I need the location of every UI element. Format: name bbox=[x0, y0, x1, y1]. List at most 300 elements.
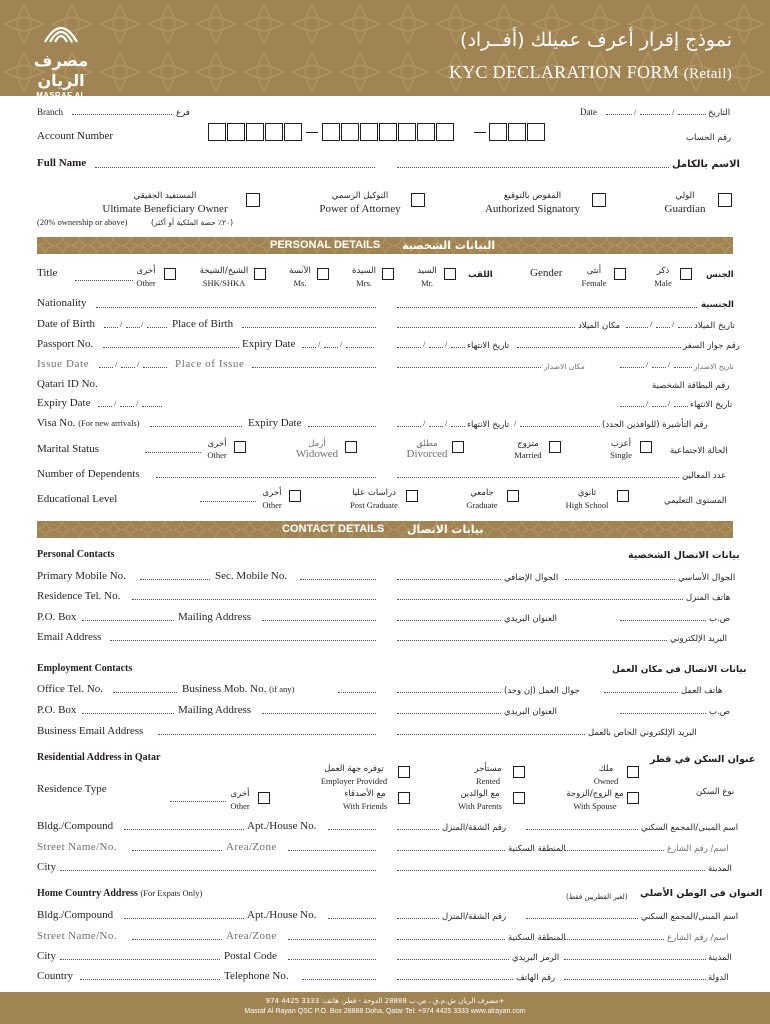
poa-label-ar: التوكيل الرسمي bbox=[331, 191, 389, 201]
email-label-ar: البريد الإلكتروني bbox=[670, 634, 728, 644]
account-digit-box[interactable] bbox=[265, 123, 283, 141]
residential-address-heading-ar: عنوان السكن في قطر bbox=[650, 754, 756, 765]
married-checkbox[interactable] bbox=[549, 441, 561, 453]
gender-male-label: Male bbox=[654, 278, 672, 288]
residence-type-label: Residence Type bbox=[37, 783, 107, 795]
contact-details-title-ar: بيانات الاتصال bbox=[407, 523, 484, 536]
home-bldg-label-ar: اسم المبنى/المجمع السكني bbox=[641, 912, 739, 922]
passport-expiry-ar-day-field[interactable] bbox=[451, 347, 465, 348]
issue-month-field[interactable] bbox=[121, 367, 135, 368]
single-checkbox[interactable] bbox=[640, 441, 652, 453]
dependents-label-ar: عدد المعالين bbox=[682, 471, 727, 481]
nationality-field-ar[interactable] bbox=[397, 307, 697, 308]
full-name-field[interactable] bbox=[95, 167, 375, 168]
employer-provided-checkbox[interactable] bbox=[398, 766, 410, 778]
bldg-field-ar[interactable] bbox=[526, 829, 638, 830]
dependents-field[interactable] bbox=[156, 477, 376, 478]
title-mrs-label: Mrs. bbox=[356, 278, 372, 288]
business-email-field[interactable] bbox=[158, 734, 376, 735]
emp-pobox-field[interactable] bbox=[82, 713, 174, 714]
home-apt-field-ar[interactable] bbox=[397, 918, 439, 919]
city-label-ar: المدينة bbox=[708, 864, 732, 874]
owned-checkbox[interactable] bbox=[627, 766, 639, 778]
home-city-field-ar[interactable] bbox=[564, 959, 706, 960]
account-digit-box[interactable] bbox=[436, 123, 454, 141]
single-label: Single bbox=[610, 450, 632, 460]
date-label: Date bbox=[580, 107, 597, 117]
home-bldg-field[interactable] bbox=[124, 918, 244, 919]
divorced-label-ar: مطلق bbox=[416, 439, 438, 449]
nationality-label: Nationality bbox=[37, 297, 87, 309]
home-area-label: Area/Zone bbox=[226, 930, 277, 942]
logo-emblem-icon bbox=[41, 20, 81, 44]
widowed-label-ar: أرمل bbox=[308, 439, 326, 449]
country-label-ar: الدولة bbox=[708, 973, 729, 983]
pob-label: Place of Birth bbox=[172, 318, 234, 330]
rented-checkbox[interactable] bbox=[513, 766, 525, 778]
residence-other-label-ar: أخرى bbox=[230, 789, 250, 799]
poi-field[interactable] bbox=[252, 367, 376, 368]
contact-details-title: CONTACT DETAILS bbox=[282, 523, 385, 535]
date-month-field[interactable] bbox=[640, 114, 670, 115]
with-friends-label-ar: مع الأصدقاء bbox=[344, 789, 386, 799]
postal-code-field[interactable] bbox=[288, 959, 376, 960]
city-label: City bbox=[37, 861, 56, 873]
office-tel-label-ar: هاتف العمل bbox=[681, 686, 723, 696]
qid-expiry-ar-month-field[interactable] bbox=[652, 406, 666, 407]
widowed-label: Widowed bbox=[295, 448, 339, 460]
ubo-label-ar: المستفيد الحقيقي bbox=[133, 191, 197, 201]
home-area-field-ar[interactable] bbox=[397, 939, 505, 940]
telephone-label-ar: رقم الهاتف bbox=[516, 973, 556, 983]
business-mobile-label bbox=[182, 682, 294, 696]
passport-expiry-ar-year-field[interactable] bbox=[397, 347, 421, 348]
guardian-checkbox[interactable] bbox=[718, 193, 732, 207]
poi-label: Place of Issue bbox=[175, 358, 245, 370]
rented-label: Rented bbox=[475, 776, 501, 786]
emp-mailing-label: Mailing Address bbox=[178, 704, 252, 716]
sec-mobile-label: Sec. Mobile No. bbox=[215, 570, 288, 582]
title-mrs-checkbox[interactable] bbox=[382, 268, 394, 280]
qid-expiry-label-ar: تاريخ الانتهاء bbox=[690, 400, 733, 410]
business-mobile-field[interactable] bbox=[338, 692, 376, 693]
account-digit-box[interactable] bbox=[322, 123, 340, 141]
account-digit-box[interactable] bbox=[246, 123, 264, 141]
branch-label: Branch bbox=[37, 107, 63, 117]
bldg-field[interactable] bbox=[124, 829, 244, 830]
home-city-label-ar: المدينة bbox=[708, 953, 732, 963]
divorced-label: Divorced bbox=[406, 448, 448, 460]
account-separator bbox=[306, 132, 318, 133]
marital-other-label-ar: أخرى bbox=[207, 439, 227, 449]
postgraduate-label-ar: دراسات عليا bbox=[352, 488, 396, 498]
home-apt-label: Apt./House No. bbox=[247, 909, 317, 921]
telephone-field[interactable] bbox=[302, 979, 376, 980]
area-label: Area/Zone bbox=[226, 841, 277, 853]
pobox-field-ar[interactable] bbox=[620, 620, 706, 621]
passport-label: Passport No. bbox=[37, 338, 94, 350]
residence-type-label-ar: نوع السكن bbox=[696, 787, 735, 797]
account-digit-box[interactable] bbox=[341, 123, 359, 141]
visa-expiry-label-ar: تاريخ الانتهاء bbox=[467, 420, 510, 430]
postgraduate-checkbox[interactable] bbox=[406, 490, 418, 502]
residence-tel-field[interactable] bbox=[132, 599, 376, 600]
home-bldg-label: Bldg./Compound bbox=[37, 909, 114, 921]
home-street-label: Street Name/No. bbox=[37, 930, 117, 942]
qid-expiry-day-field[interactable] bbox=[98, 406, 112, 407]
passport-expiry-year-field[interactable] bbox=[346, 347, 374, 348]
dob-label-ar: تاريخ الميلاد bbox=[694, 321, 735, 331]
signatory-label: Authorized Signatory bbox=[484, 203, 580, 215]
passport-field-ar[interactable] bbox=[517, 347, 681, 348]
passport-expiry-month-field[interactable] bbox=[324, 347, 338, 348]
title-other-label: Other bbox=[136, 278, 156, 288]
marital-other-checkbox[interactable] bbox=[234, 441, 246, 453]
owned-label: Owned bbox=[593, 776, 619, 786]
with-spouse-checkbox[interactable] bbox=[627, 792, 639, 804]
street-field[interactable] bbox=[132, 850, 222, 851]
gender-label-ar: الجنس bbox=[706, 270, 734, 280]
account-digit-box[interactable] bbox=[227, 123, 245, 141]
office-tel-field-ar[interactable] bbox=[604, 692, 678, 693]
nationality-label-ar: الجنسية bbox=[701, 300, 734, 310]
dob-year-field[interactable] bbox=[147, 327, 167, 328]
gender-female-checkbox[interactable] bbox=[614, 268, 626, 280]
gender-female-label: Female bbox=[581, 278, 607, 288]
education-other-checkbox[interactable] bbox=[289, 490, 301, 502]
home-city-label: City bbox=[37, 950, 56, 962]
title-other-checkbox[interactable] bbox=[164, 268, 176, 280]
date-day-field[interactable] bbox=[606, 114, 632, 115]
poi-label-ar: مكان الاصدار bbox=[544, 362, 585, 371]
qid-label-ar: رقم البطاقة الشخصية bbox=[652, 381, 730, 391]
postal-code-label: Postal Code bbox=[224, 950, 277, 962]
contact-details-band bbox=[37, 521, 733, 538]
mailing-address-field[interactable] bbox=[262, 620, 376, 621]
title-ms-label: Ms. bbox=[293, 278, 307, 288]
with-spouse-label-ar: مع الزوج/الزوجة bbox=[566, 789, 624, 799]
education-other-field[interactable] bbox=[200, 501, 256, 502]
mailing-address-label-ar: العنوان البريدي bbox=[504, 614, 558, 624]
qid-expiry-year-field[interactable] bbox=[142, 406, 162, 407]
account-digit-box[interactable] bbox=[398, 123, 416, 141]
highschool-label-ar: ثانوي bbox=[577, 488, 597, 498]
area-field-ar[interactable] bbox=[397, 850, 505, 851]
ubo-note: (20% ownership or above) bbox=[37, 217, 128, 227]
dob-month-field[interactable] bbox=[126, 327, 140, 328]
title-shk-label-ar: الشيخ/الشيخة bbox=[199, 266, 249, 276]
residence-tel-field-ar[interactable] bbox=[397, 599, 683, 600]
account-number-label-ar: رقم الحساب bbox=[686, 133, 732, 143]
marital-other-label: Other bbox=[207, 450, 227, 460]
owned-label-ar: ملك bbox=[598, 764, 614, 774]
pob-label-ar: مكان الميلاد bbox=[578, 321, 621, 331]
postgraduate-label: Post Graduate bbox=[350, 500, 398, 510]
postal-code-label-ar: الرمز البريدي bbox=[512, 953, 560, 963]
form-title-suffix: (Retail) bbox=[683, 66, 732, 82]
primary-mobile-field[interactable] bbox=[140, 579, 210, 580]
telephone-label: Telephone No. bbox=[224, 970, 289, 982]
education-label: Educational Level bbox=[37, 493, 118, 505]
passport-label-ar: رقم جواز السفر bbox=[683, 341, 740, 351]
title-other-field[interactable] bbox=[75, 280, 133, 281]
full-name-label-ar: الاسم بالكامل bbox=[672, 159, 740, 170]
apt-label: Apt./House No. bbox=[247, 820, 317, 832]
ubo-label: Ultimate Beneficiary Owner bbox=[102, 203, 228, 215]
residential-address-heading: Residential Address in Qatar bbox=[37, 752, 161, 763]
residence-tel-label-ar: هاتف المنزل bbox=[686, 593, 731, 603]
passport-field[interactable] bbox=[103, 347, 239, 348]
home-country-note-ar: (لغير القطريين فقط) bbox=[566, 893, 628, 901]
dob-ar-month-field[interactable] bbox=[656, 327, 670, 328]
nationality-field[interactable] bbox=[96, 307, 376, 308]
pobox-label: P.O. Box bbox=[37, 611, 77, 623]
apt-field-ar[interactable] bbox=[397, 829, 439, 830]
account-digit-box[interactable] bbox=[527, 123, 545, 141]
poi-field-ar[interactable] bbox=[397, 367, 541, 368]
home-apt-label-ar: رقم الشقة/المنزل bbox=[442, 912, 507, 922]
with-friends-checkbox[interactable] bbox=[398, 792, 410, 804]
issue-date-label-ar: تاريخ الاصدار bbox=[694, 362, 734, 371]
employment-contacts-heading: Employment Contacts bbox=[37, 663, 133, 674]
band-pattern bbox=[37, 237, 733, 254]
gender-male-checkbox[interactable] bbox=[680, 268, 692, 280]
personal-contacts-heading-ar: بيانات الاتصال الشخصية bbox=[628, 550, 740, 561]
marital-status-label-ar: الحالة الاجتماعية bbox=[670, 446, 728, 456]
sec-mobile-field[interactable] bbox=[300, 579, 376, 580]
highschool-label: High School bbox=[565, 500, 609, 510]
personal-details-title: PERSONAL DETAILS bbox=[270, 239, 381, 251]
business-mobile-label-ar: جوال العمل (إن وجد) bbox=[504, 686, 580, 696]
dob-label: Date of Birth bbox=[37, 318, 96, 330]
qid-label: Qatari ID No. bbox=[37, 378, 98, 390]
ubo-checkbox[interactable] bbox=[246, 193, 260, 207]
title-shk-checkbox[interactable] bbox=[254, 268, 266, 280]
residence-other-label: Other bbox=[230, 801, 250, 811]
married-label: Married bbox=[514, 450, 542, 460]
married-label-ar: متزوج bbox=[517, 439, 539, 449]
issue-day-field[interactable] bbox=[99, 367, 113, 368]
rented-label-ar: مستأجر bbox=[474, 764, 502, 774]
home-area-label-ar: المنطقة السكنية bbox=[508, 933, 566, 943]
widowed-checkbox[interactable] bbox=[345, 441, 357, 453]
dependents-field-ar[interactable] bbox=[397, 477, 679, 478]
business-mobile-note: (if any) bbox=[269, 684, 295, 694]
visa-expiry-label: Expiry Date bbox=[248, 417, 302, 429]
title-label-ar: اللقب bbox=[468, 270, 493, 280]
footer bbox=[0, 992, 770, 1024]
signatory-checkbox[interactable] bbox=[592, 193, 606, 207]
residence-tel-label: Residence Tel. No. bbox=[37, 590, 121, 602]
emp-pobox-field-ar[interactable] bbox=[620, 713, 706, 714]
issue-ar-day-field[interactable] bbox=[674, 367, 692, 368]
graduate-checkbox[interactable] bbox=[507, 490, 519, 502]
date-year-field[interactable] bbox=[678, 114, 706, 115]
form-title bbox=[449, 62, 732, 83]
gender-label: Gender bbox=[530, 267, 563, 279]
telephone-field-ar[interactable] bbox=[397, 979, 513, 980]
passport-expiry-day-field[interactable] bbox=[302, 347, 316, 348]
country-field-ar[interactable] bbox=[564, 979, 706, 980]
footer-text: Masraf Al Rayan QSC P.O. Box 28888 Doha, Qatar Tel: +974 4425 3333 www.alrayan.com bbox=[244, 1008, 526, 1015]
issue-year-field[interactable] bbox=[143, 367, 167, 368]
education-label-ar: المستوى التعليمي bbox=[664, 496, 727, 506]
title-ms-checkbox[interactable] bbox=[317, 268, 329, 280]
form-title-main: KYC DECLARATION FORM bbox=[448, 62, 679, 82]
account-digit-box[interactable] bbox=[208, 123, 226, 141]
home-street-field-ar[interactable] bbox=[564, 939, 664, 940]
area-field[interactable] bbox=[288, 850, 376, 851]
with-parents-checkbox[interactable] bbox=[513, 792, 525, 804]
business-mobile-label-main: Business Mob. No. bbox=[182, 683, 267, 695]
mailing-address-field-ar[interactable] bbox=[397, 620, 501, 621]
visa-expiry-field[interactable] bbox=[308, 426, 376, 427]
mailing-address-label: Mailing Address bbox=[178, 611, 252, 623]
footer-text-ar: مصرف الريان ش.م.ق ، ص.ب 28888 الدوحة - قطر، هاتف: 3333 4425 974+ bbox=[265, 997, 505, 1005]
title-ms-label-ar: الآنسة bbox=[289, 266, 311, 276]
emp-mailing-field-ar[interactable] bbox=[397, 713, 501, 714]
pobox-label-ar: ص.ب bbox=[709, 614, 730, 624]
branch-field[interactable] bbox=[72, 114, 172, 115]
form-title-arabic: نموذج إقرار أعرف عميلك (أفــراد) bbox=[460, 29, 732, 51]
dob-ar-day-field[interactable] bbox=[678, 327, 692, 328]
emp-pobox-label-ar: ص.ب bbox=[709, 707, 730, 717]
home-country-heading-main: Home Country Address bbox=[37, 888, 138, 899]
pob-field-ar[interactable] bbox=[397, 327, 575, 328]
title-mrs-label-ar: السيدة bbox=[351, 266, 376, 276]
guardian-label-ar: الولي bbox=[675, 191, 695, 201]
street-label-ar: اسم/ رقم الشارع bbox=[667, 844, 729, 854]
postal-code-field-ar[interactable] bbox=[397, 959, 509, 960]
street-label: Street Name/No. bbox=[37, 841, 117, 853]
personal-details-title-ar: البيانات الشخصية bbox=[402, 239, 496, 252]
office-tel-label: Office Tel. No. bbox=[37, 683, 104, 695]
passport-expiry-ar-month-field[interactable] bbox=[429, 347, 443, 348]
emp-mailing-label-ar: العنوان البريدي bbox=[504, 707, 558, 717]
title-mr-label-ar: السيد bbox=[417, 266, 437, 276]
business-email-label: Business Email Address bbox=[37, 725, 144, 737]
gender-male-label-ar: ذكر bbox=[656, 266, 670, 276]
street-field-ar[interactable] bbox=[564, 850, 664, 851]
pob-field[interactable] bbox=[242, 327, 376, 328]
home-country-heading bbox=[37, 886, 202, 901]
business-mobile-field-ar[interactable] bbox=[397, 692, 501, 693]
marital-other-field[interactable] bbox=[145, 452, 201, 453]
date-label-ar: التاريخ bbox=[708, 108, 731, 118]
account-digit-box[interactable] bbox=[489, 123, 507, 141]
home-street-field[interactable] bbox=[132, 939, 222, 940]
marital-status-label: Marital Status bbox=[37, 443, 100, 455]
poa-checkbox[interactable] bbox=[411, 193, 425, 207]
issue-ar-year-field[interactable] bbox=[620, 367, 644, 368]
visa-field-ar[interactable] bbox=[520, 426, 600, 427]
single-label-ar: أعزب bbox=[610, 439, 632, 449]
home-area-field[interactable] bbox=[288, 939, 376, 940]
education-other-label-ar: أخرى bbox=[262, 488, 282, 498]
dob-ar-year-field[interactable] bbox=[626, 327, 648, 328]
graduate-label-ar: جامعي bbox=[470, 488, 494, 498]
account-digit-box[interactable] bbox=[284, 123, 302, 141]
apt-field[interactable] bbox=[328, 829, 376, 830]
full-name-field-ar[interactable] bbox=[397, 167, 669, 168]
passport-expiry-label-ar: تاريخ الانتهاء bbox=[467, 341, 510, 351]
apt-label-ar: رقم الشقة/المنزل bbox=[442, 823, 507, 833]
visa-field[interactable] bbox=[150, 426, 242, 427]
ubo-note-ar: (٢٠٪ حصة الملكية أو أكثر) bbox=[151, 218, 234, 227]
issue-ar-month-field[interactable] bbox=[652, 367, 666, 368]
city-field[interactable] bbox=[60, 870, 376, 871]
account-digit-box[interactable] bbox=[379, 123, 397, 141]
email-field[interactable] bbox=[110, 640, 376, 641]
city-field-ar[interactable] bbox=[397, 870, 705, 871]
gender-female-label-ar: أنثى bbox=[586, 266, 602, 276]
email-label: Email Address bbox=[37, 631, 102, 643]
residence-other-field[interactable] bbox=[170, 801, 226, 802]
home-bldg-field-ar[interactable] bbox=[526, 918, 638, 919]
personal-details-band bbox=[37, 237, 733, 254]
dob-day-field[interactable] bbox=[104, 327, 118, 328]
visa-label-main: Visa No. bbox=[37, 417, 76, 429]
pobox-field[interactable] bbox=[82, 620, 174, 621]
issue-date-label: Issue Date bbox=[37, 358, 90, 370]
qid-expiry-ar-year-field[interactable] bbox=[620, 406, 644, 407]
emp-pobox-label: P.O. Box bbox=[37, 704, 77, 716]
sec-mobile-field-ar[interactable] bbox=[397, 579, 501, 580]
bldg-label: Bldg./Compound bbox=[37, 820, 114, 832]
primary-mobile-label-ar: الجوال الأساسي bbox=[678, 573, 736, 583]
branch-label-ar: فرع bbox=[176, 108, 190, 118]
emp-mailing-field[interactable] bbox=[262, 713, 376, 714]
logo-arabic: مصرف الريان bbox=[33, 51, 89, 90]
signatory-label-ar: المفوض بالتوقيع bbox=[503, 191, 562, 201]
highschool-checkbox[interactable] bbox=[617, 490, 629, 502]
header-banner bbox=[0, 0, 770, 109]
title-shk-label: SHK/SHKA bbox=[202, 278, 246, 288]
poa-label: Power of Attorney bbox=[319, 203, 401, 215]
account-number-label: Account Number bbox=[37, 130, 114, 142]
bldg-label-ar: اسم المبنى/المجمع السكني bbox=[641, 823, 739, 833]
employment-contacts-heading-ar: بيانات الاتصال في مكان العمل bbox=[612, 665, 747, 675]
country-field[interactable] bbox=[80, 979, 220, 980]
band-pattern bbox=[37, 521, 733, 538]
account-digit-box[interactable] bbox=[417, 123, 435, 141]
business-email-field-ar[interactable] bbox=[397, 734, 585, 735]
account-digit-box[interactable] bbox=[360, 123, 378, 141]
title-mr-checkbox[interactable] bbox=[444, 268, 456, 280]
title-other-label-ar: أخرى bbox=[136, 266, 156, 276]
divorced-checkbox[interactable] bbox=[452, 441, 464, 453]
area-label-ar: المنطقة السكنية bbox=[508, 844, 566, 854]
qid-expiry-label: Expiry Date bbox=[37, 397, 91, 409]
home-apt-field[interactable] bbox=[328, 918, 376, 919]
qid-expiry-month-field[interactable] bbox=[120, 406, 134, 407]
home-city-field[interactable] bbox=[60, 959, 220, 960]
office-tel-field[interactable] bbox=[113, 692, 177, 693]
logo-english: MASRAF AL RAYAN bbox=[36, 91, 86, 109]
residence-other-checkbox[interactable] bbox=[258, 792, 270, 804]
visa-expiry-ar-month-field[interactable] bbox=[429, 426, 443, 427]
home-street-label-ar: اسم/ رقم الشارع bbox=[667, 933, 729, 943]
account-digit-box[interactable] bbox=[508, 123, 526, 141]
visa-expiry-ar-day-field[interactable] bbox=[451, 426, 465, 427]
business-email-label-ar: البريد الإلكتروني الخاص بالعمل bbox=[588, 728, 697, 738]
qid-expiry-ar-day-field[interactable] bbox=[674, 406, 688, 407]
email-field-ar[interactable] bbox=[397, 640, 667, 641]
visa-expiry-ar-year-field[interactable] bbox=[397, 426, 421, 427]
with-parents-label: With Parents bbox=[458, 801, 502, 811]
primary-mobile-field-ar[interactable] bbox=[565, 579, 675, 580]
with-spouse-label: With Spouse bbox=[573, 801, 617, 811]
